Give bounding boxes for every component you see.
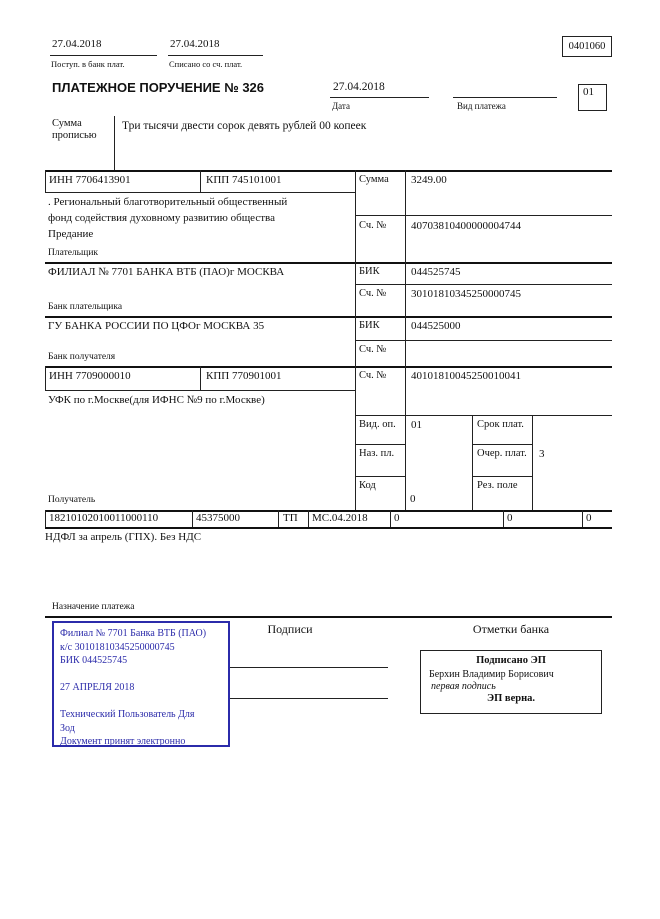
payment-kind-label: Вид платежа [457, 101, 506, 111]
divider-line [168, 55, 263, 56]
table-border [45, 316, 612, 318]
kbk-field: 18210102010011000110 [49, 512, 159, 524]
form-code-box: 0401060 [562, 36, 612, 57]
table-border [355, 444, 405, 445]
payee-bank-bik-label: БИК [359, 320, 380, 331]
payment-order-value: 3 [539, 448, 545, 460]
stamp-line: БИК 044525745 [60, 655, 128, 666]
divider-line [453, 97, 557, 98]
stamp-line: Зод [60, 722, 75, 734]
payer-bank-bik: 044525745 [411, 266, 461, 278]
table-border [192, 510, 193, 527]
sum-label: Сумма [359, 174, 389, 185]
payer-bank-account-label: Сч. № [359, 288, 387, 299]
amount-in-words: Три тысячи двести сорок девять рублей 00 копеек [122, 120, 367, 132]
stamp-line: к/с 30101810345250000745 [60, 641, 175, 653]
table-border [200, 170, 201, 192]
payer-name-line1: . Региональный благотворительный общественный [48, 196, 288, 208]
code-label: Код [359, 480, 376, 491]
table-border [472, 476, 532, 477]
table-border [355, 284, 612, 285]
tax-period-field: МС.04.2018 [312, 512, 368, 524]
table-border [45, 170, 46, 192]
signature-line [230, 667, 388, 668]
table-border [355, 476, 405, 477]
payee-account: 40101810045250010041 [411, 370, 521, 382]
page-title: ПЛАТЕЖНОЕ ПОРУЧЕНИЕ № 326 [52, 80, 265, 95]
code-value: 0 [410, 493, 416, 505]
payer-bank-name: ФИЛИАЛ № 7701 БАНКА ВТБ (ПАО)г МОСКВА [48, 266, 285, 278]
table-border [472, 415, 473, 510]
reserve-field-label: Рез. поле [477, 480, 518, 491]
table-border [45, 510, 46, 527]
table-border [45, 390, 355, 391]
payee-bank-account-label: Сч. № [359, 344, 387, 355]
payer-inn: ИНН 7706413901 [49, 174, 131, 186]
table-border [45, 366, 612, 368]
table-border [200, 366, 201, 390]
esign-title: Подписано ЭП [476, 655, 546, 666]
bank-marks-label: Отметки банка [472, 622, 550, 636]
table-border [355, 415, 612, 416]
table-border [45, 616, 612, 618]
table-border [45, 192, 355, 193]
payee-inn: ИНН 7709000010 [49, 370, 131, 382]
sum-value: 3249.00 [411, 174, 447, 186]
payment-term-label: Срок плат. [477, 419, 524, 430]
debited-date: 27.04.2018 [170, 38, 220, 50]
table-border [45, 527, 612, 529]
tax-doc-number-field: 0 [394, 512, 400, 524]
signatures-label: Подписи [267, 622, 313, 636]
table-border [45, 262, 612, 264]
stamp-line: Технический Пользователь Для [60, 709, 195, 720]
divider-line [114, 116, 115, 170]
payer-bank-bik-label: БИК [359, 266, 380, 277]
payee-label: Получатель [48, 495, 96, 505]
debited-label: Списано со сч. плат. [169, 59, 243, 69]
amount-in-words-label: Сумма прописью [52, 118, 97, 141]
operation-kind-label: Вид. оп. [359, 419, 396, 430]
payment-purpose-text: НДФЛ за апрель (ГПХ). Без НДС [45, 531, 202, 543]
divider-line [50, 55, 157, 56]
table-border [532, 415, 533, 510]
payer-bank-label: Банк плательщика [48, 302, 123, 312]
payee-account-label: Сч. № [359, 370, 387, 381]
divider-line [330, 97, 429, 98]
table-border [355, 170, 356, 510]
esign-box [420, 650, 602, 714]
esign-verified-text: ЭП верна. [486, 693, 535, 704]
received-in-bank-date: 27.04.2018 [52, 38, 102, 50]
table-border [390, 510, 391, 527]
stamp-line: 27 АПРЕЛЯ 2018 [60, 682, 135, 693]
table-border [355, 340, 612, 341]
table-border [308, 510, 309, 527]
esign-signature-type: первая подпись [431, 681, 496, 692]
payment-basis-field: ТП [283, 512, 298, 524]
stamp-line: Документ принят электронно [60, 736, 186, 747]
status-code-box: 01 [578, 84, 607, 111]
esign-signer-name: Берхин Владимир Борисович [429, 669, 554, 680]
table-border [45, 366, 46, 390]
tax-type-field: 0 [586, 512, 592, 524]
operation-kind-value: 01 [411, 419, 422, 431]
payer-name-line3: Предание [48, 228, 94, 240]
table-border [278, 510, 279, 527]
payer-label: Плательщик [48, 248, 99, 258]
signature-line [230, 698, 388, 699]
stamp-line [60, 668, 222, 682]
payer-name-line2: фонд содействия духовному развитию общества [48, 212, 275, 224]
table-border [472, 444, 532, 445]
purpose-code-label: Наз. пл. [359, 448, 395, 459]
stamp-line [60, 695, 222, 709]
payer-account: 40703810400000004744 [411, 220, 521, 232]
payee-bank-name: ГУ БАНКА РОССИИ ПО ЦФОг МОСКВА 35 [48, 320, 265, 332]
document-date: 27.04.2018 [333, 81, 385, 93]
table-border [355, 215, 612, 216]
oktmo-field: 45375000 [196, 512, 240, 524]
table-border [405, 170, 406, 510]
date-label: Дата [332, 101, 350, 111]
payee-bank-bik: 044525000 [411, 320, 461, 332]
payee-bank-label: Банк получателя [48, 352, 116, 362]
payment-purpose-label: Назначение платежа [52, 602, 135, 612]
payer-kpp: КПП 745101001 [206, 174, 282, 186]
payer-account-label: Сч. № [359, 220, 387, 231]
payee-name: УФК по г.Москве(для ИФНС №9 по г.Москве) [48, 394, 265, 406]
payer-bank-account: 30101810345250000745 [411, 288, 521, 300]
table-border [582, 510, 583, 527]
table-border [45, 170, 612, 172]
table-border [503, 510, 504, 527]
payment-order-label: Очер. плат. [477, 448, 527, 459]
tax-doc-date-field: 0 [507, 512, 513, 524]
payee-kpp: КПП 770901001 [206, 370, 282, 382]
bank-acceptance-stamp [52, 621, 230, 747]
stamp-line: Филиал № 7701 Банка ВТБ (ПАО) [60, 628, 207, 639]
received-in-bank-label: Поступ. в банк плат. [51, 59, 125, 69]
